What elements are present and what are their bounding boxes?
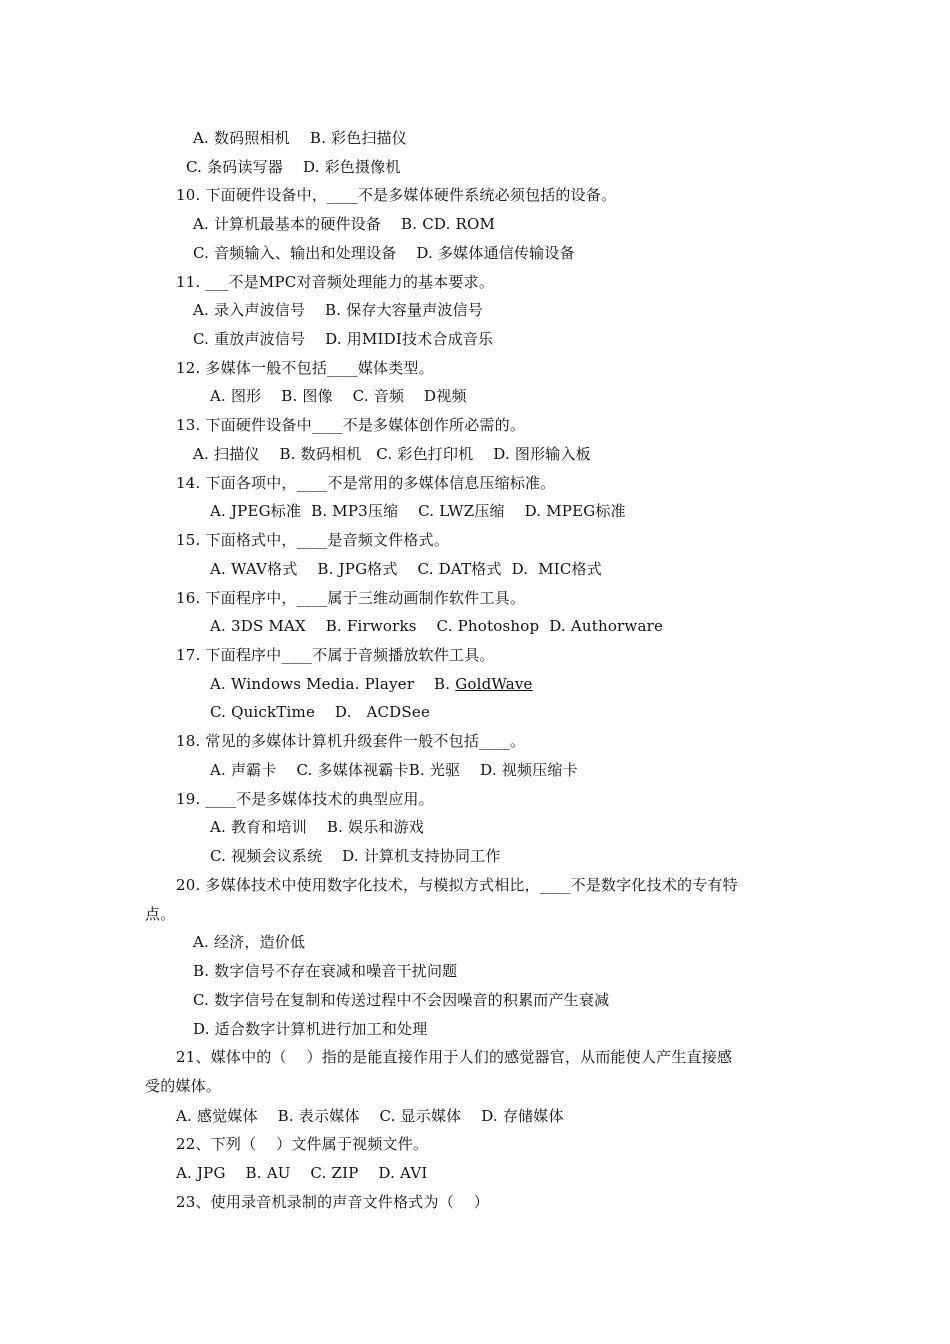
question-line: 15. 下面格式中，____是音频文件格式。 <box>176 531 450 549</box>
question-line: 21、媒体中的（ ）指的是能直接作用于人们的感觉器官，从而能使人产生直接感 <box>176 1048 733 1066</box>
question-line: 22、下列（ ）文件属于视频文件。 <box>176 1135 429 1153</box>
question-line: 12. 多媒体一般不包括____媒体类型。 <box>176 359 434 377</box>
text-line: 点。 <box>145 905 176 923</box>
question-line: 13. 下面硬件设备中____不是多媒体创作所必需的。 <box>176 416 526 434</box>
option-a-label: A. Windows Media. Player B. <box>210 675 456 693</box>
text-line: A. WAV格式 B. JPG格式 C. DAT格式 D. MIC格式 <box>210 560 602 578</box>
text-line: C. 视频会议系统 D. 计算机支持协同工作 <box>210 847 501 865</box>
text-line: A. 录入声波信号 B. 保存大容量声波信号 <box>193 301 484 319</box>
question-line: 23、使用录音机录制的声音文件格式为（ ） <box>176 1193 489 1211</box>
text-line: A. 经济，造价低 <box>193 933 306 951</box>
text-line: C. QuickTime D. ACDSee <box>210 703 431 721</box>
text-line: C. 数字信号在复制和传送过程中不会因噪音的积累而产生衰减 <box>193 991 610 1009</box>
text-line: A. 声霸卡 C. 多媒体视霸卡B. 光驱 D. 视频压缩卡 <box>210 761 578 779</box>
text-line: B. 数字信号不存在衰减和噪音干扰问题 <box>193 962 458 980</box>
text-line: A. 3DS MAX B. Firworks C. Photoshop D. Authorware <box>210 617 664 635</box>
text-line: C. 音频输入、输出和处理设备 D. 多媒体通信传输设备 <box>193 244 575 262</box>
text-line: A. 图形 B. 图像 C. 音频 D视频 <box>210 387 467 405</box>
text-line: A. 计算机最基本的硬件设备 B. CD. ROM <box>193 215 496 233</box>
question-line: 14. 下面各项中，____不是常用的多媒体信息压缩标准。 <box>176 474 556 492</box>
text-line: A. 教育和培训 B. 娱乐和游戏 <box>210 818 425 836</box>
text-line: A. 感觉媒体 B. 表示媒体 C. 显示媒体 D. 存储媒体 <box>176 1107 564 1125</box>
question-line: 10. 下面硬件设备中，____不是多媒体硬件系统必须包括的设备。 <box>176 186 617 204</box>
question-line: 20. 多媒体技术中使用数字化技术，与模拟方式相比，____不是数字化技术的专有特 <box>176 876 738 894</box>
question-line: 18. 常见的多媒体计算机升级套件一般不包括____。 <box>176 732 526 750</box>
question-line: 11. ___不是MPC对音频处理能力的基本要求。 <box>176 273 495 291</box>
question-line: 17. 下面程序中____不属于音频播放软件工具。 <box>176 646 495 664</box>
text-line: 受的媒体。 <box>145 1077 222 1095</box>
text-line: A. 扫描仪 B. 数码相机 C. 彩色打印机 D. 图形输入板 <box>193 445 591 463</box>
text-line <box>210 674 533 694</box>
question-line: 16. 下面程序中，____属于三维动画制作软件工具。 <box>176 589 526 607</box>
text-line: C. 条码读写器 D. 彩色摄像机 <box>186 158 401 176</box>
text-line: A. JPG B. AU C. ZIP D. AVI <box>176 1164 428 1182</box>
text-line: D. 适合数字计算机进行加工和处理 <box>193 1020 428 1038</box>
question-line: 19. ____不是多媒体技术的典型应用。 <box>176 790 434 808</box>
text-line: C. 重放声波信号 D. 用MIDI技术合成音乐 <box>193 330 494 348</box>
text-line: A. JPEG标准 B. MP3压缩 C. LWZ压缩 D. MPEG标准 <box>210 502 626 520</box>
text-line: A. 数码照相机 B. 彩色扫描仪 <box>193 129 408 147</box>
goldwave-link-text: GoldWave <box>455 675 533 693</box>
